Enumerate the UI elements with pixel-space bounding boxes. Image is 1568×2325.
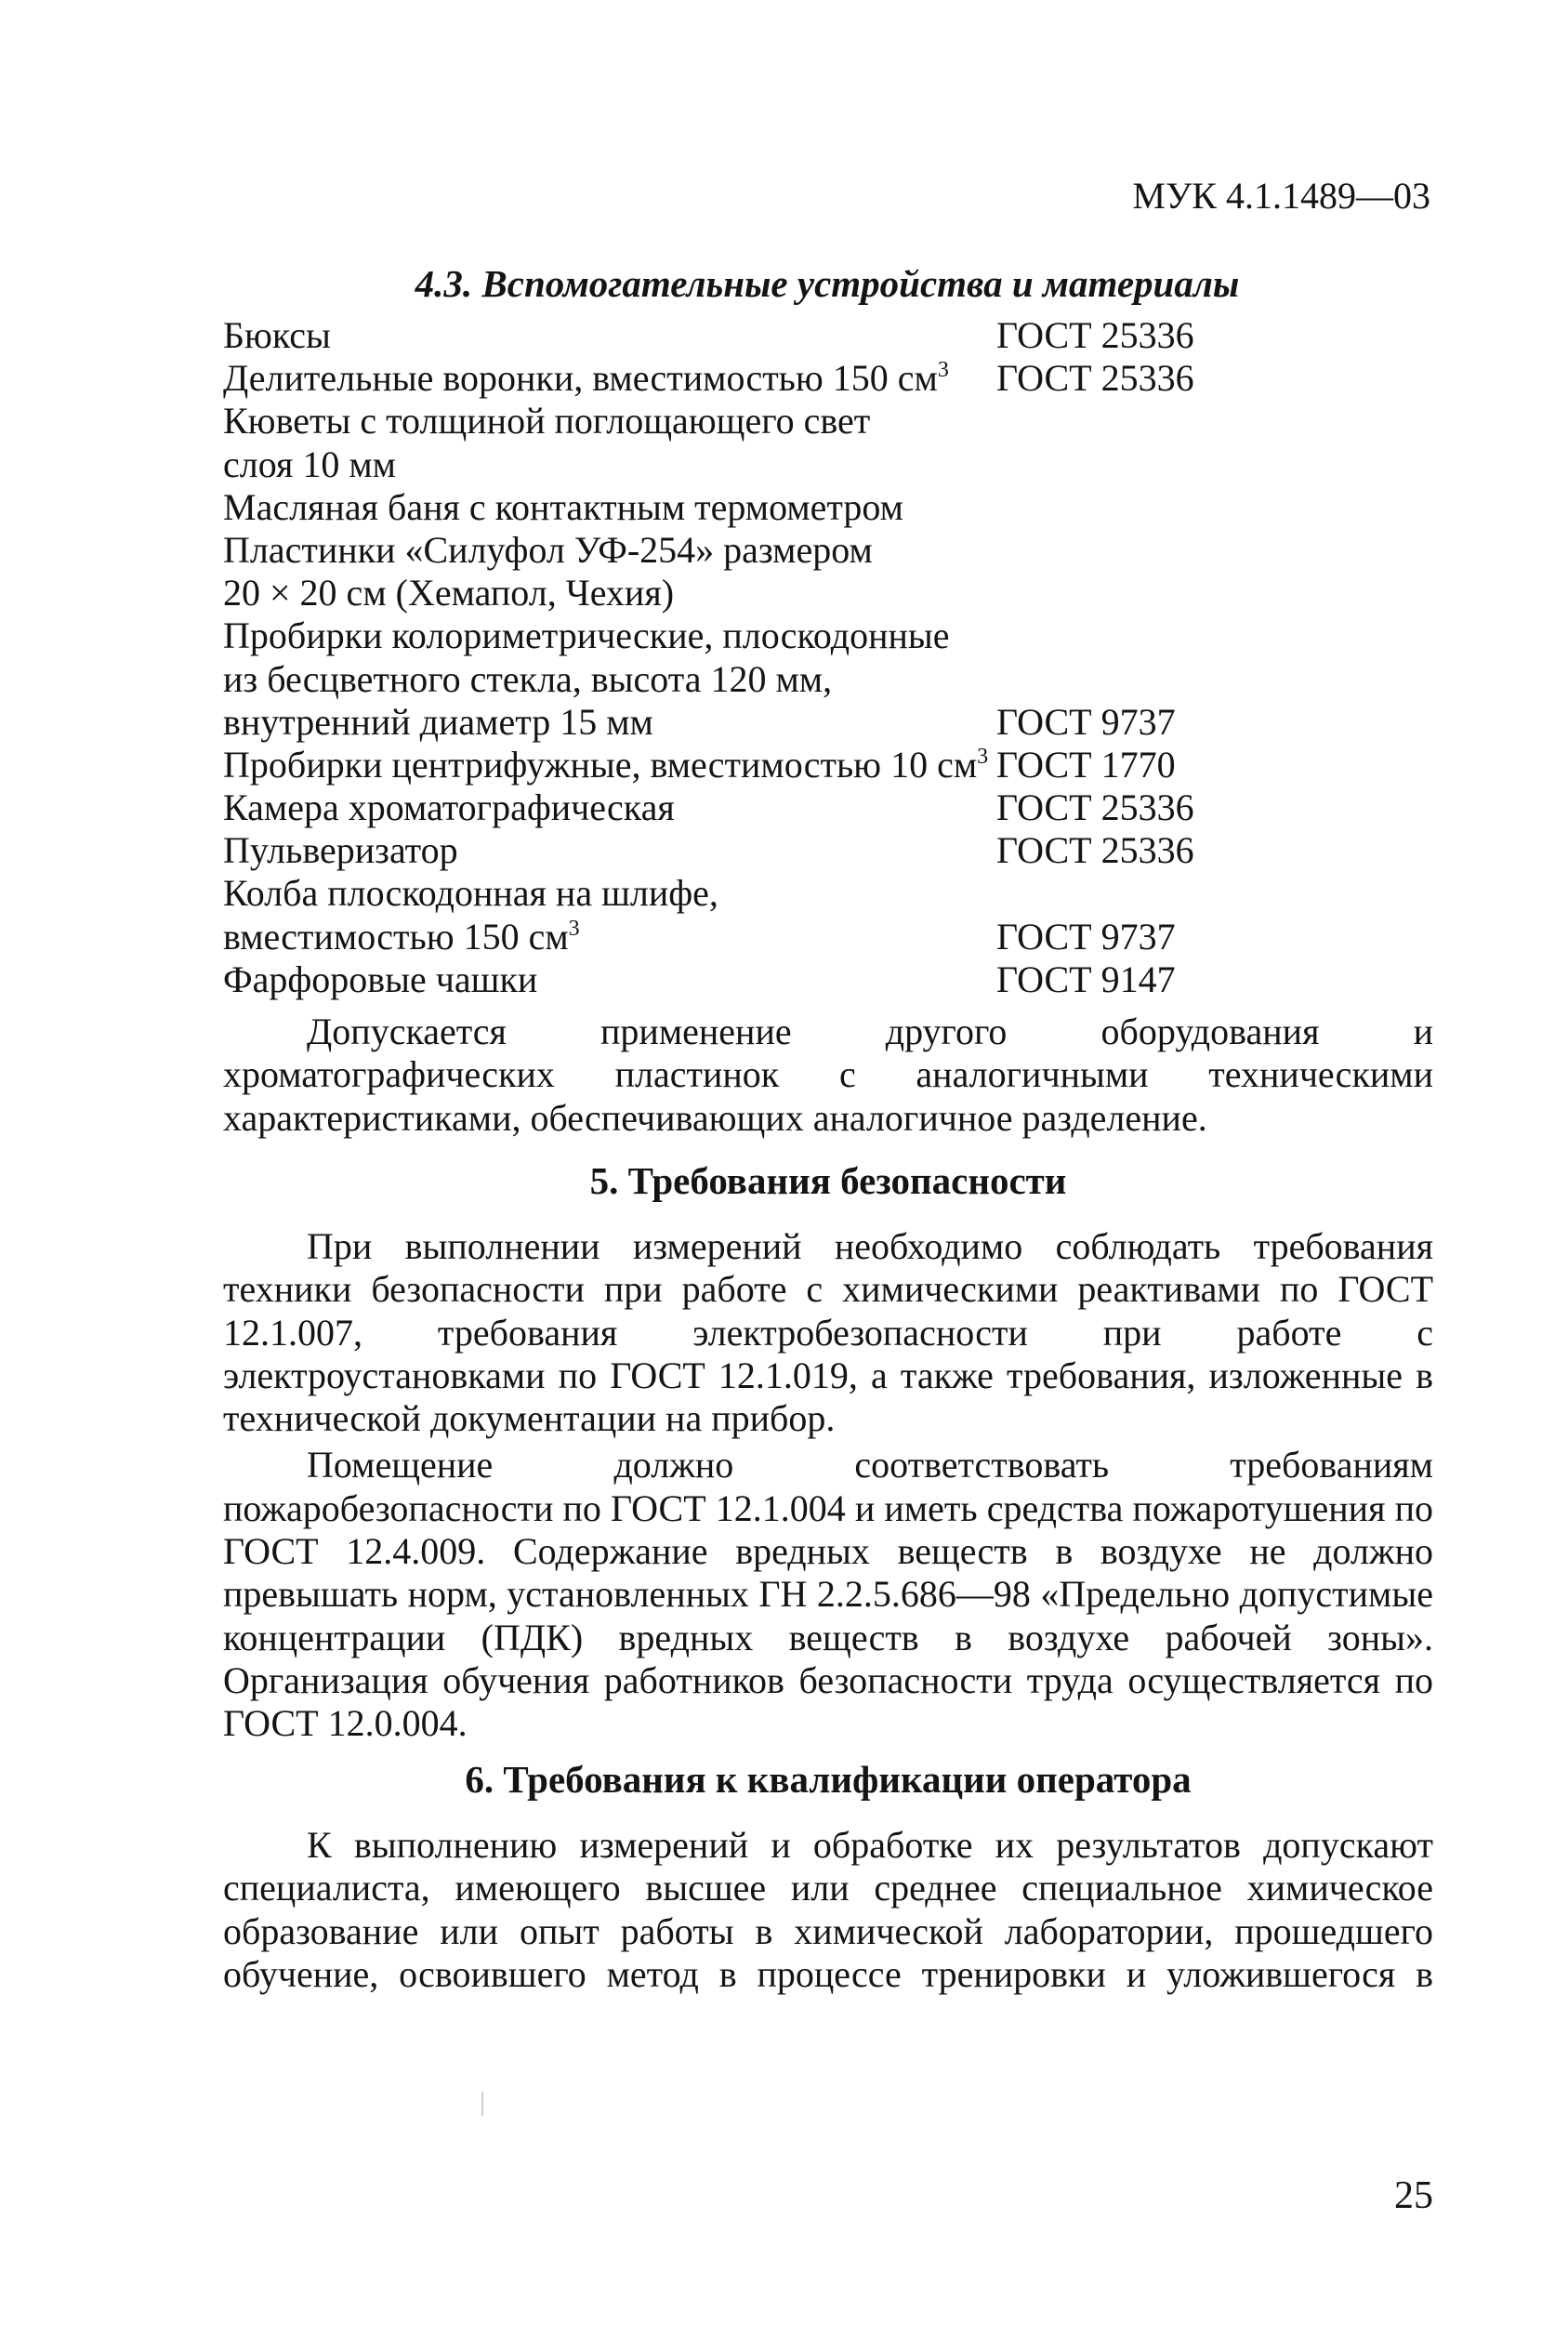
- equipment-name: внутренний диаметр 15 мм: [223, 700, 653, 743]
- equipment-name: Фарфоровые чашки: [223, 958, 538, 1000]
- section-4-3-title: 4.3. Вспомогательные устройства и материалы: [415, 262, 1240, 305]
- equipment-row: [223, 400, 1245, 443]
- equipment-name: Пробирки центрифужные, вместимостью 10 $см^3$: [223, 743, 989, 786]
- equipment-standard: ГОСТ 25336: [996, 786, 1194, 829]
- scan-artifact: [481, 2092, 483, 2116]
- document-code: МУК 4.1.1489—03: [1132, 175, 1430, 217]
- equipment-row: [223, 744, 1245, 786]
- section-5-body: [223, 1225, 1433, 1746]
- equipment-standard: ГОСТ 9147: [996, 958, 1176, 1000]
- equipment-row: [223, 486, 1245, 529]
- equipment-standard: ГОСТ 25336: [996, 829, 1194, 872]
- equipment-row: [223, 872, 1245, 915]
- equipment-row: [223, 701, 1245, 744]
- section-6-body: [223, 1824, 1433, 1996]
- equipment-name: Пробирки колориметрические, плоскодонные: [223, 614, 950, 657]
- unit-superscript: 3: [568, 916, 580, 941]
- equipment-note: [223, 1011, 1433, 1140]
- equipment-row: [223, 658, 1245, 701]
- equipment-standard: ГОСТ 9737: [996, 700, 1176, 743]
- equipment-name: слоя 10 мм: [223, 443, 396, 485]
- unit-superscript: 3: [977, 744, 989, 769]
- equipment-row: [223, 829, 1245, 872]
- equipment-name: Пульверизатор: [223, 829, 458, 872]
- unit-superscript: 3: [937, 358, 949, 383]
- equipment-row: [223, 786, 1245, 829]
- equipment-row: [223, 529, 1245, 572]
- equipment-row: [223, 614, 1245, 657]
- equipment-standard: ГОСТ 25336: [996, 357, 1194, 400]
- equipment-name: Колба плоскодонная на шлифе,: [223, 872, 718, 915]
- equipment-standard: ГОСТ 9737: [996, 915, 1176, 958]
- section-6-title: 6. Требования к квалификации оператора: [465, 1758, 1192, 1801]
- equipment-name: из бесцветного стекла, высота 120 мм,: [223, 657, 833, 700]
- equipment-list: [223, 314, 1245, 1001]
- equipment-name: Бюксы: [223, 314, 331, 356]
- equipment-row: [223, 572, 1245, 614]
- equipment-note-paragraph: Допускается применение другого оборудования и хроматографических пластинок с аналогичными техническими характеристиками, обеспечивающих аналогичное разделение.: [223, 1011, 1433, 1139]
- section-5-title: 5. Требования безопасности: [589, 1159, 1067, 1202]
- equipment-name: Камера хроматографическая: [223, 786, 675, 829]
- equipment-name: вместимостью 150 $см^3$: [223, 915, 580, 958]
- page-number: 25: [1394, 2174, 1433, 2217]
- section-6-paragraph: К выполнению измерений и обработке их результатов допускают специалиста, имеющего высшее или среднее специальное химическое образование или опыт работы в химической лаборатории, прошедшего обучение, освоившего метод в процессе тренировки и уложившегося в: [223, 1824, 1433, 1995]
- equipment-row: [223, 443, 1245, 486]
- equipment-standard: ГОСТ 25336: [996, 314, 1194, 356]
- equipment-row: [223, 357, 1245, 400]
- equipment-name: 20 × 20 см (Хемапол, Чехия): [223, 572, 675, 614]
- equipment-standard: ГОСТ 1770: [996, 743, 1176, 786]
- equipment-row: [223, 958, 1245, 1001]
- equipment-name: Делительные воронки, вместимостью 150 $см^3$: [223, 357, 949, 400]
- equipment-row: [223, 916, 1245, 958]
- section-5-paragraph-1: При выполнении измерений необходимо соблюдать требования техники безопасности при работе с химическими реактивами по ГОСТ 12.1.007, требования электробезопасности при работе с электроустановками по ГОСТ 12.1.019, а также требования, изложенные в технической документации на прибор.: [223, 1225, 1433, 1440]
- equipment-name: Масляная баня с контактным термометром: [223, 485, 903, 528]
- equipment-name: Пластинки «Силуфол УФ-254» размером: [223, 528, 873, 571]
- equipment-row: [223, 314, 1245, 357]
- section-5-paragraph-2: Помещение должно соответствовать требованиям пожаробезопасности по ГОСТ 12.1.004 и иметь средства пожаротушения по ГОСТ 12.4.009. Содержание вредных веществ в воздухе не должно превышать норм, установленных ГН 2.2.5.686—98 «Предельно допустимые концентрации (ПДК) вредных веществ в воздухе рабочей зоны». Организация обучения работников безопасности труда осуществляется по ГОСТ 12.0.004.: [223, 1444, 1433, 1745]
- equipment-name: Кюветы с толщиной поглощающего свет: [223, 400, 871, 443]
